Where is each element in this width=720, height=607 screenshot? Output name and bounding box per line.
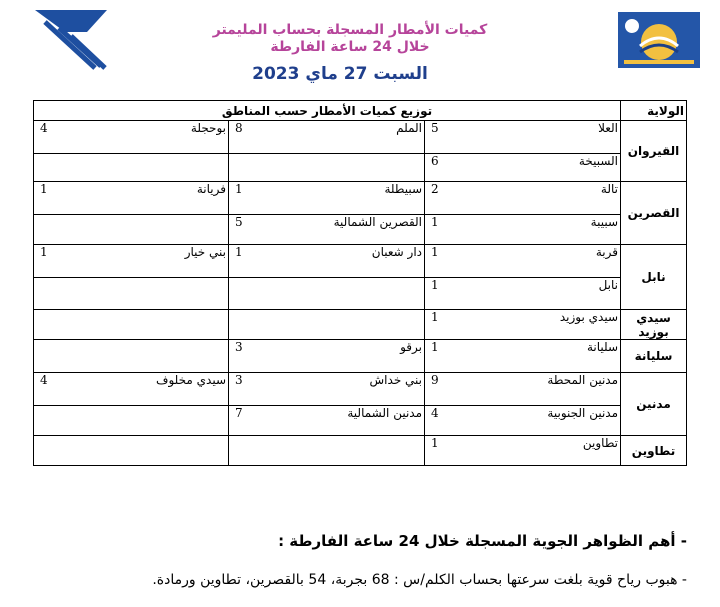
station-name: سليانة	[586, 340, 619, 354]
phenomena-item: - هبوب رياح قوية بلغت سرعتها بحساب الكلم/س : 68 بجربة، 54 بالقصرين، تطاوين ورمادة.	[152, 572, 687, 588]
governorate-name: القصرين	[621, 182, 687, 245]
rainfall-value: 5	[431, 121, 439, 135]
station-cell	[425, 340, 621, 373]
station-cell	[425, 154, 621, 182]
station-cell	[229, 215, 425, 245]
station-cell	[425, 373, 621, 406]
rainfall-value: 1	[40, 245, 48, 259]
rainfall-value: 7	[235, 406, 243, 420]
table-row	[34, 245, 687, 278]
station-cell	[34, 121, 229, 154]
station-cell	[34, 340, 229, 373]
table-row	[34, 121, 687, 154]
station-name: بني خيار	[184, 245, 227, 259]
station-cell	[425, 121, 621, 154]
station-name: فريانة	[196, 182, 227, 196]
station-cell	[425, 215, 621, 245]
rainfall-value: 1	[235, 245, 243, 259]
station-cell	[229, 436, 425, 466]
col-header-distribution: توزيع كميات الأمطار حسب المناطق	[34, 101, 621, 121]
station-cell	[229, 245, 425, 278]
phenomena-heading: - أهم الظواهر الجوية المسجلة خلال 24 ساعة الفارطة :	[278, 532, 687, 550]
rainfall-value: 1	[431, 215, 439, 229]
station-name: القصرين الشمالية	[333, 215, 423, 229]
rainfall-value: 1	[235, 182, 243, 196]
station-cell	[34, 245, 229, 278]
governorate-name: القيروان	[621, 121, 687, 182]
station-name: سبيطلة	[384, 182, 423, 196]
station-name: نابل	[598, 278, 619, 292]
station-cell	[425, 245, 621, 278]
rainfall-value: 4	[40, 373, 48, 387]
station-cell	[34, 406, 229, 436]
table-body	[34, 121, 687, 466]
station-name: السبيخة	[578, 154, 619, 168]
rainfall-value: 1	[431, 310, 439, 324]
rainfall-value: 4	[431, 406, 439, 420]
governorate-name: سيدي بوزيد	[621, 310, 687, 340]
rainfall-value: 6	[431, 154, 439, 168]
table-row	[34, 154, 687, 182]
station-cell	[229, 154, 425, 182]
table-row	[34, 182, 687, 215]
rainfall-value: 1	[431, 340, 439, 354]
station-cell	[34, 373, 229, 406]
page-subtitle: خلال 24 ساعة الفارطة	[270, 39, 430, 55]
institute-logo	[618, 12, 700, 68]
rainfall-value: 3	[235, 340, 243, 354]
station-name: مدنين الجنوبية	[547, 406, 619, 420]
station-name: بوحجلة	[190, 121, 227, 135]
station-cell	[229, 373, 425, 406]
station-name: سيدي بوزيد	[559, 310, 619, 324]
station-cell	[229, 406, 425, 436]
station-cell	[34, 436, 229, 466]
station-cell	[425, 310, 621, 340]
station-cell	[34, 154, 229, 182]
table-row	[34, 310, 687, 340]
rainfall-value: 1	[431, 245, 439, 259]
station-cell	[229, 340, 425, 373]
station-name: تطاوين	[582, 436, 619, 450]
station-name: الملم	[396, 121, 423, 135]
station-cell	[34, 278, 229, 310]
rainfall-value: 9	[431, 373, 439, 387]
table-row	[34, 340, 687, 373]
governorate-name: تطاوين	[621, 436, 687, 466]
station-name: برقو	[400, 340, 423, 354]
rainfall-value: 4	[40, 121, 48, 135]
page-title: كميات الأمطار المسجلة بحساب المليمتر	[212, 22, 488, 38]
station-cell	[229, 310, 425, 340]
station-name: بني خداش	[369, 373, 423, 387]
rainfall-value: 3	[235, 373, 243, 387]
station-cell	[425, 406, 621, 436]
station-cell	[34, 182, 229, 215]
station-name: سيدي مخلوف	[156, 373, 227, 387]
governorate-name: مدنين	[621, 373, 687, 436]
station-name: قربة	[595, 245, 619, 259]
station-cell	[425, 278, 621, 310]
rainfall-value: 8	[235, 121, 243, 135]
station-cell	[425, 182, 621, 215]
station-cell	[425, 436, 621, 466]
rainfall-value: 2	[431, 182, 439, 196]
station-name: سبيبة	[590, 215, 619, 229]
governorate-name: سليانة	[621, 340, 687, 373]
report-date: السبت 27 ماي 2023	[252, 64, 428, 84]
station-cell	[229, 278, 425, 310]
station-name: تالة	[600, 182, 619, 196]
governorate-name: نابل	[621, 245, 687, 310]
station-name: مدنين الشمالية	[347, 406, 423, 420]
rainfall-value: 5	[235, 215, 243, 229]
rainfall-value: 1	[40, 182, 48, 196]
brand-logo-left	[35, 10, 107, 70]
station-cell	[34, 310, 229, 340]
table-header-row	[34, 101, 687, 121]
rainfall-table	[33, 100, 687, 466]
table-row	[34, 436, 687, 466]
rainfall-value: 1	[431, 436, 439, 450]
station-cell	[34, 215, 229, 245]
station-cell	[229, 121, 425, 154]
table-row	[34, 373, 687, 406]
table-row	[34, 278, 687, 310]
rainfall-value: 1	[431, 278, 439, 292]
table-row	[34, 406, 687, 436]
station-name: مدنين المحطة	[547, 373, 619, 387]
table-row	[34, 215, 687, 245]
station-name: دار شعبان	[371, 245, 423, 259]
col-header-governorate: الولاية	[621, 101, 687, 121]
station-cell	[229, 182, 425, 215]
station-name: العلا	[598, 121, 619, 135]
